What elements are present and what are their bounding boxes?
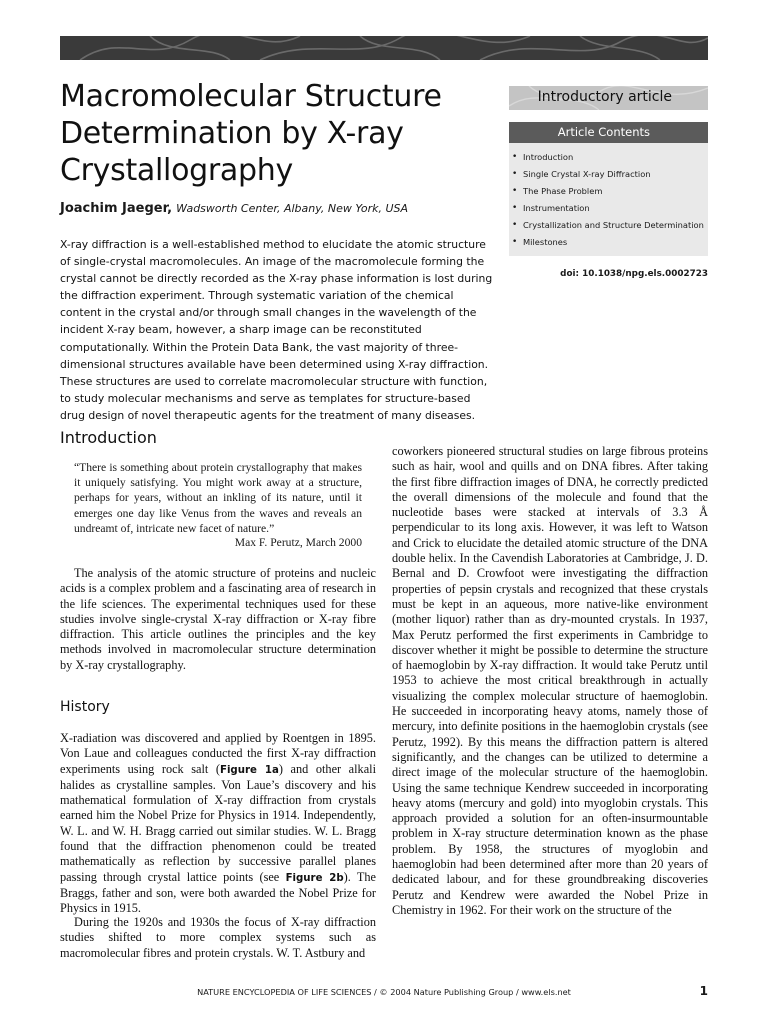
section-heading-introduction: Introduction — [60, 428, 157, 447]
epigraph-attribution: Max F. Perutz, March 2000 — [234, 536, 362, 549]
article-contents-box — [509, 122, 708, 256]
page-footer: NATURE ENCYCLOPEDIA OF LIFE SCIENCES / © 2004 Nature Publishing Group / www.els.net — [197, 987, 571, 997]
article-type-badge — [509, 86, 708, 110]
contents-item[interactable]: • Introduction — [509, 149, 708, 166]
swirl-pattern-icon — [60, 36, 708, 60]
history-paragraph-right-column: coworkers pioneered structural studies on large fibrous proteins such as hair, wool and quills and on DNA fibres. After taking the first fibre diffraction images of DNA, he correctly predicted the overall dimensions of the molecule and found that the nucleotide bases were stacked at intervals of 3.3 Å perpendicular to its long axis. However, it was left to Watson and Crick to elucidate the detailed atomic structure of the DNA double helix. In the Cavendish Laboratories at Cambridge, J. D. Bernal and D. Crowfoot were investigating the diffraction properties of pepsin crystals and recognized that these crystals must be kept in an aqueous, more native-like environment (mother liquor) rather than as dry-mounted crystals. In 1937, Max Perutz performed the first experiments in Cambridge to discover whether it might be possible to determine the structure of haemoglobin by X-ray diffraction. It would take Perutz until 1953 to achieve the most critical breakthrough in actually visualizing the complex molecular structure of haemoglobin. He succeeded in incorporating heavy atoms, namely those of mercury, into definite positions in the haemoglobin crystals (see Perutz, 1992). By this means the diffraction pattern is altered significantly, and the changes can be utilized to determine a direct image of the molecular structure of the haemoglobin. Using the same technique Kendrew succeeded in incorporating heavy atoms (mercury and gold) into myoglobin crystals. This approach provided a solution for an often-insurmountable problem in X-ray structure determination known as the phase problem. By 1958, the structures of myoglobin and haemoglobin had been determined after more than 20 years of dedicated labour, and for these groundbreaking discoveries Perutz and Kendrew were awarded the Nobel Prize in Chemistry in 1962. For their work on the structure of the — [392, 444, 708, 917]
article-contents-list — [509, 143, 708, 251]
section-heading-history: History — [60, 699, 110, 715]
history-paragraph-1 — [60, 731, 376, 917]
intro-paragraph: The analysis of the atomic structure of proteins and nucleic acids is a complex problem and a fascinating area of research in the life sciences. The experimental techniques used for these studies involve single-crystal X-ray diffraction or X-ray fibre diffraction. This article outlines the principles and the key methods involved in macromolecular structure determination by X-ray crystallography. — [60, 566, 376, 672]
epigraph-quote: “There is something about protein crystallography that makes it uniquely satisfying. You might work away at a structure, perhaps for years, without an inkling of its nature, until it emerges one day like Venus from the waves and reveals an undreamt of, intricate new facet of nature.” — [74, 461, 362, 535]
contents-item[interactable]: • The Phase Problem — [509, 183, 708, 200]
author-line — [60, 201, 408, 216]
decorative-banner — [60, 36, 708, 60]
article-type-label: Introductory article — [537, 89, 672, 105]
page-number: 1 — [699, 984, 708, 998]
history-text: ) and other alkali halides as crystalline samples. Von Laue’s discovery and his mathematical formulation of X-ray diffraction from crystals earned him the Nobel Prize for Physics in 1914. Independently, W. L. and W. H. Bragg carried out similar studies. W. L. Bragg found that the diffraction phenomenon could be treated mathematically as reflection by successive parallel planes passing through crystal lattice points (see — [60, 761, 376, 884]
article-contents-title: Article Contents — [557, 125, 650, 139]
history-text: ). The Braggs, father and son, were both awarded the Nobel Prize for Physics in 1915. — [60, 869, 376, 916]
contents-item[interactable]: • Milestones — [509, 234, 708, 251]
figure-reference[interactable]: Figure 1a — [219, 764, 279, 776]
article-contents-header — [509, 122, 708, 143]
article-title: Macromolecular Structure Determination by X-ray Crystallography — [60, 79, 442, 188]
author-affiliation: Wadsworth Center, Albany, New York, USA — [176, 202, 409, 215]
history-text: X-radiation was discovered and applied by Roentgen in 1895. Von Laue and colleagues conducted the first X-ray diffraction experiments using rock salt ( — [60, 731, 376, 776]
abstract: X-ray diffraction is a well-established method to elucidate the atomic structure of single-crystal macromolecules. An image of the macromolecule forming the crystal cannot be directly recorded as the X-ray phase information is lost during the diffraction experiment. Through systematic variation of the chemical content in the crystal and/or through small changes in the wavelength of the incident X-ray beam, however, a sharp image can be reconstituted computationally. Within the Protein Data Bank, the vast majority of three-dimensional structures available have been determined using X-ray diffraction. These structures are used to correlate macromolecular structure with function, to study molecular mechanisms and serve as templates for structure-based drug design of novel therapeutic agents for the treatment of many diseases. — [60, 238, 493, 422]
contents-item[interactable]: • Crystallization and Structure Determination — [509, 217, 708, 234]
history-paragraph-2: During the 1920s and 1930s the focus of X-ray diffraction studies shifted to more complex systems such as macromolecular fibres and protein crystals. W. T. Astbury and — [60, 915, 376, 960]
contents-item[interactable]: • Instrumentation — [509, 200, 708, 217]
doi: doi: 10.1038/npg.els.0002723 — [560, 269, 708, 279]
figure-reference[interactable]: Figure 2b — [285, 872, 344, 884]
contents-item[interactable]: • Single Crystal X-ray Diffraction — [509, 166, 708, 183]
author-name: Joachim Jaeger, — [60, 201, 173, 216]
